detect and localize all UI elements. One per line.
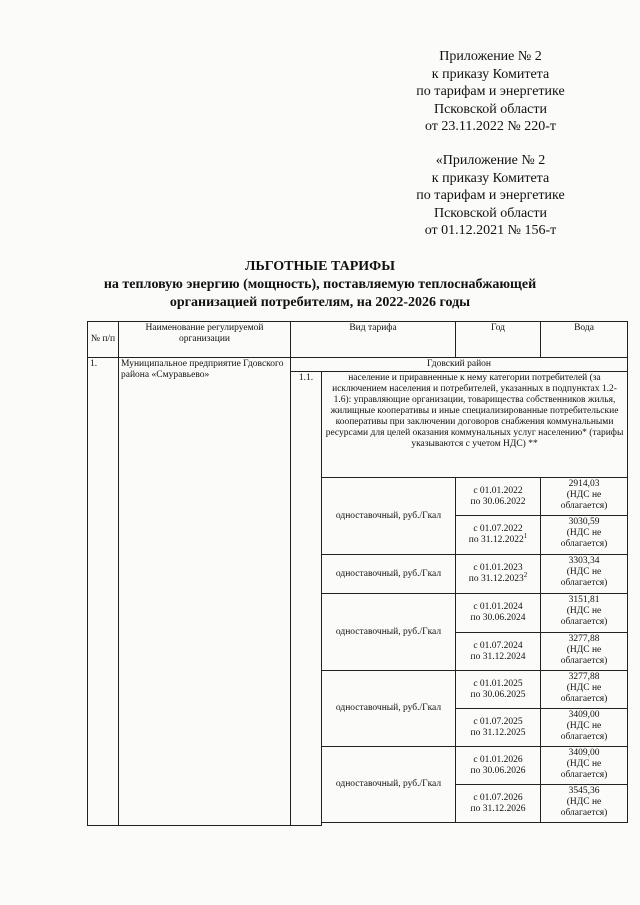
table-header-row — [88, 322, 628, 358]
tariff-value: 3409,00 — [568, 748, 600, 758]
period-from: с 01.07.2024 — [473, 640, 523, 651]
period-from: с 01.07.2025 — [473, 716, 523, 727]
appendix-line: к приказу Комитета — [431, 66, 550, 82]
sub-row-number: 1.1. — [291, 372, 322, 826]
period-to: по 30.06.2026 — [470, 765, 526, 776]
vat-note: (НДС не облагается) — [560, 797, 608, 818]
tariff-value-cell — [541, 671, 628, 709]
period-cell — [456, 516, 541, 555]
appendix-line: по тарифам и энергетике — [416, 84, 565, 99]
appendix-line: Псковской области — [433, 101, 548, 117]
period-from: с 01.01.2022 — [473, 485, 523, 496]
vat-note: (НДС не облагается) — [560, 606, 608, 627]
period-from: с 01.01.2023 — [473, 563, 523, 573]
period-from: с 01.01.2026 — [473, 754, 523, 765]
period-to: по 30.06.2022 — [470, 496, 526, 507]
tariff-value: 2914,03 — [568, 479, 600, 489]
period-cell — [456, 633, 541, 671]
col-header-tariff-type: Вид тарифа — [291, 322, 456, 358]
col-header-org: Наименование регулируемой организации — [119, 322, 291, 358]
col-header-num: № п/п — [88, 322, 119, 358]
title-line-2: на тепловую энергию (мощность), поставляемую теплоснабжающей — [103, 277, 537, 292]
tariff-value: 3030,59 — [568, 517, 600, 527]
period-to: по 30.06.2024 — [470, 613, 526, 623]
vat-note: (НДС не облагается) — [560, 528, 608, 549]
period-cell — [456, 555, 541, 594]
col-header-year: Год — [456, 322, 541, 358]
vat-note: (НДС не облагается) — [560, 645, 608, 666]
district-name: Гдовский район — [291, 358, 628, 372]
organization-name: Муниципальное предприятие Гдовского района «Смуравьево» — [119, 358, 291, 826]
appendix-header-previous — [388, 152, 593, 240]
period-from: с 01.07.2026 — [473, 792, 523, 803]
appendix-line: Псковской области — [433, 205, 548, 221]
footnote-mark: 1 — [523, 531, 528, 540]
document-title — [80, 258, 560, 312]
appendix-line: от 23.11.2022 № 220-т — [424, 119, 557, 134]
period-cell — [456, 671, 541, 709]
appendix-line: к приказу Комитета — [431, 170, 550, 186]
tariff-value-cell — [541, 594, 628, 633]
period-cell — [456, 785, 541, 823]
consumer-category: население и приравненные к нему категории потребителей (за исключением населения и потребителей, указанных в подпунктах 1.2-1.6): управляющие организации, товарищества собственников жилья, жилищные кооперативы и иные специализированные потребительские кооперативы при заключении договоров снабжения коммунальными ресурсами для целей оказания коммунальных услуг населению* (тарифы указываются с учетом НДС) ** — [322, 372, 628, 478]
period-to: по 31.12.2023 — [468, 574, 524, 584]
period-to: по 31.12.2026 — [470, 803, 526, 814]
appendix-line: Приложение № 2 — [439, 49, 542, 64]
period-to: по 31.12.2025 — [470, 727, 526, 738]
tariff-value-cell — [541, 555, 628, 594]
appendix-line: «Приложение № 2 — [435, 153, 546, 168]
vat-note: (НДС не облагается) — [560, 567, 608, 588]
vat-note: (НДС не облагается) — [560, 683, 608, 704]
period-cell — [456, 747, 541, 785]
appendix-line: от 01.12.2021 № 156-т — [424, 223, 557, 238]
tariff-type-cell: одноставочный, руб./Гкал — [322, 478, 456, 555]
vat-note: (НДС не облагается) — [560, 490, 608, 511]
vat-note: (НДС не облагается) — [560, 759, 608, 780]
tariff-value-cell — [541, 785, 628, 823]
tariff-value: 3303,34 — [568, 556, 600, 566]
title-line-3: организацией потребителям, на 2022-2026 годы — [169, 295, 471, 310]
title-line-1: ЛЬГОТНЫЕ ТАРИФЫ — [245, 259, 395, 274]
tariff-table — [87, 321, 628, 826]
appendix-line: по тарифам и энергетике — [416, 188, 565, 203]
tariff-value-cell — [541, 709, 628, 747]
period-cell — [456, 709, 541, 747]
tariff-value-cell — [541, 516, 628, 555]
period-cell — [456, 594, 541, 633]
tariff-value: 3277,88 — [568, 634, 600, 644]
col-header-water: Вода — [541, 322, 628, 358]
period-cell — [456, 478, 541, 516]
tariff-value: 3151,81 — [568, 595, 600, 605]
tariff-value-cell — [541, 478, 628, 516]
period-from: с 01.01.2024 — [473, 602, 523, 612]
period-from: с 01.01.2025 — [473, 678, 523, 689]
row-number: 1. — [88, 358, 119, 826]
tariff-type-cell: одноставочный, руб./Гкал — [322, 594, 456, 671]
tariff-value: 3545,36 — [568, 786, 600, 796]
tariff-value-cell — [541, 633, 628, 671]
appendix-header-current — [388, 48, 593, 136]
tariff-type-cell: одноставочный, руб./Гкал — [322, 671, 456, 747]
footnote-mark: 2 — [523, 570, 528, 579]
tariff-value: 3409,00 — [568, 710, 600, 720]
period-to: по 30.06.2025 — [470, 689, 526, 700]
tariff-type-cell: одноставочный, руб./Гкал — [322, 747, 456, 823]
tariff-value: 3277,88 — [568, 672, 600, 682]
period-to: по 31.12.2022 — [468, 535, 524, 545]
tariff-type-cell: одноставочный, руб./Гкал — [322, 555, 456, 594]
period-from: с 01.07.2022 — [473, 524, 523, 534]
period-to: по 31.12.2024 — [470, 651, 526, 662]
tariff-value-cell — [541, 747, 628, 785]
vat-note: (НДС не облагается) — [560, 721, 608, 742]
